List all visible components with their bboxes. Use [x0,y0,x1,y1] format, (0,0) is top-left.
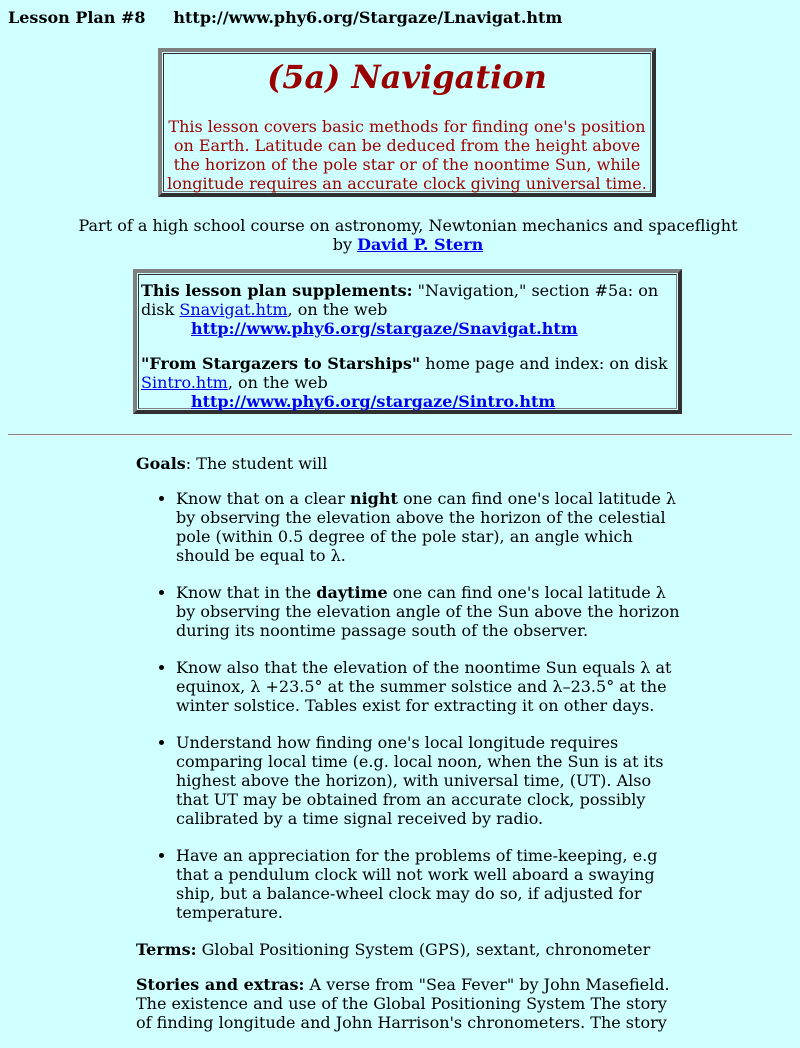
supplement-box [133,269,682,414]
goals-list [136,489,686,922]
divider [8,434,792,436]
goals-intro: : The student will [185,454,328,473]
list-item: • Know that in the daytime one can find one's local latitude λ by observing the elevation angle of the Sun above the horizon during its noontime passage south of the observer. [176,583,686,640]
terms: Terms: Global Positioning System (GPS), sextant, chronometer [136,940,651,959]
page-title: (5a) Navigation [267,58,547,96]
main-content [136,454,686,1048]
course-info [0,216,800,254]
home-text: home page and index: on disk [420,354,668,373]
list-item: • Understand how finding one's local longitude requires comparing local time (e.g. local noon, when the Sun is at its highest above the horizon), with universal time, (UT). Also that UT may be obtained from an accurate clock, possibly calibrated by a time signal received by radio. [176,733,686,828]
snavigat-web-link[interactable]: http://www.phy6.org/stargaze/Snavigat.htm [191,319,578,338]
page-url: http://www.phy6.org/Stargaze/Lnavigat.htm [173,8,563,27]
stories: Stories and extras: A verse from "Sea Fever" by John Masefield. The existence and use of the Global Positioning System The story of finding longitude and John Harrison's chronometers. The story [136,975,670,1032]
lesson-description: This lesson covers basic methods for finding one's position on Earth. Latitude can be deduced from the height above the horizon of the pole star or of the noontime Sun, while longitude requires an accurate clock giving universal time. [167,117,647,193]
list-item: • Know that on a clear night one can find one's local latitude λ by observing the elevation above the horizon of the celestial pole (within 0.5 degree of the pole star), an angle which should be equal to λ. [176,489,686,565]
sintro-link[interactable]: Sintro.htm [141,373,228,392]
web-text: , on the web [227,373,328,392]
by-label: by [332,235,353,254]
course-text: Part of a high school course on astronomy, Newtonian mechanics and spaceflight [78,216,738,235]
title-box [158,48,656,197]
supplement-label: This lesson plan supplements: [141,281,413,300]
sintro-web-link[interactable]: http://www.phy6.org/stargaze/Sintro.htm [191,392,556,411]
list-item: • Know also that the elevation of the noontime Sun equals λ at equinox, λ +23.5° at the summer solstice and λ–23.5° at the winter solstice. Tables exist for extracting it on other days. [176,658,686,715]
web-text: , on the web [287,300,388,319]
page-header [8,8,562,27]
snavigat-link[interactable]: Snavigat.htm [179,300,288,319]
list-item: • Have an appreciation for the problems of time-keeping, e.g that a pendulum clock will not work well aboard a swaying ship, but a balance-wheel clock may do so, if adjusted for temperature. [176,846,686,922]
supplement-text: "Navigation," section #5a: on disk [141,281,659,319]
lesson-number: Lesson Plan #8 [8,8,146,27]
home-label: "From Stargazers to Starships" [141,354,421,373]
author-link[interactable]: David P. Stern [357,235,484,254]
goals-label: Goals [136,454,186,473]
